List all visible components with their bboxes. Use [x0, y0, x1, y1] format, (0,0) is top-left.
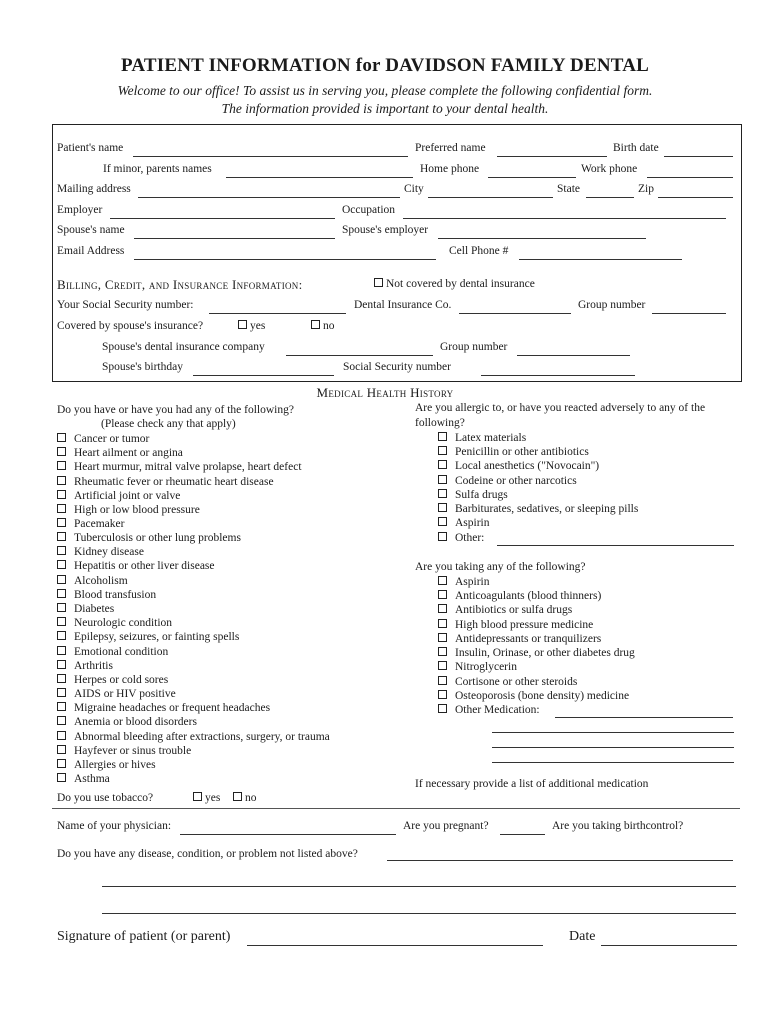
medication-checkbox[interactable] [438, 633, 447, 642]
not-covered-label: Not covered by dental insurance [386, 278, 535, 290]
medication-label: Osteoporosis (bone density) medicine [455, 690, 630, 702]
condition-item[interactable] [57, 688, 176, 700]
allergy-label: Codeine or other narcotics [455, 475, 577, 487]
tobacco-label: Do you use tobacco? [57, 792, 154, 804]
not-covered-checkbox[interactable] [374, 278, 383, 287]
medication-label: Antidepressants or tranquilizers [455, 633, 602, 645]
tobacco-no-label: no [245, 792, 257, 804]
allergy-label: Latex materials [455, 432, 527, 444]
mailing-address-field[interactable] [138, 197, 400, 198]
allergy-checkbox[interactable] [438, 475, 447, 484]
allergy-question-line-1: Are you allergic to, or have you reacted adversely to any of the [415, 402, 706, 414]
medication-checkbox[interactable] [438, 661, 447, 670]
dental-ins-label: Dental Insurance Co. [354, 299, 452, 311]
pregnant-label: Are you pregnant? [403, 820, 489, 832]
condition-item[interactable] [57, 603, 114, 615]
condition-checkbox[interactable] [57, 617, 66, 626]
medication-checkbox[interactable] [438, 704, 447, 713]
condition-checkbox[interactable] [57, 476, 66, 485]
condition-checkbox[interactable] [57, 660, 66, 669]
condition-label: Heart murmur, mitral valve prolapse, heart defect [74, 461, 302, 473]
allergy-item[interactable] [438, 517, 490, 529]
condition-label: Hepatitis or other liver disease [74, 560, 215, 572]
medication-checkbox[interactable] [438, 647, 447, 656]
medication-label: Other Medication: [455, 704, 540, 716]
parents-names-field[interactable] [226, 177, 413, 178]
spouses-name-label: Spouse's name [57, 224, 125, 236]
condition-checkbox[interactable] [57, 716, 66, 725]
condition-item[interactable] [57, 490, 180, 502]
allergy-checkbox[interactable] [438, 503, 447, 512]
preferred-name-label: Preferred name [415, 142, 486, 154]
condition-checkbox[interactable] [57, 759, 66, 768]
allergy-item[interactable] [438, 460, 599, 472]
condition-label: Rheumatic fever or rheumatic heart disease [74, 476, 274, 488]
allergy-item[interactable] [438, 475, 577, 487]
medication-label: High blood pressure medicine [455, 619, 594, 631]
medication-item[interactable] [438, 604, 572, 616]
condition-label: Tuberculosis or other lung problems [74, 532, 241, 544]
condition-checkbox[interactable] [57, 490, 66, 499]
condition-item[interactable] [57, 617, 172, 629]
birthcontrol-label: Are you taking birthcontrol? [552, 820, 684, 832]
condition-item[interactable] [57, 716, 197, 728]
covered-no-checkbox[interactable] [311, 320, 320, 329]
city-label: City [404, 183, 424, 195]
condition-checkbox[interactable] [57, 603, 66, 612]
zip-field[interactable] [658, 197, 733, 198]
condition-checkbox[interactable] [57, 589, 66, 598]
spouses-employer-label: Spouse's employer [342, 224, 429, 236]
spouse-group-label: Group number [440, 341, 508, 353]
group-number-field[interactable] [652, 313, 726, 314]
billing-heading: Billing, Credit, and Insurance Information: [57, 277, 303, 292]
condition-checkbox[interactable] [57, 546, 66, 555]
welcome-line-1: Welcome to our office! To assist us in serving you, please complete the following confidential form. [117, 83, 653, 98]
condition-checkbox[interactable] [57, 447, 66, 456]
medication-item[interactable] [438, 690, 629, 702]
condition-item[interactable] [57, 773, 110, 785]
allergy-label: Local anesthetics ("Novocain") [455, 460, 600, 472]
medication-label: Cortisone or other steroids [455, 676, 578, 688]
allergy-label: Barbiturates, sedatives, or sleeping pills [455, 503, 639, 515]
condition-label: Cancer or tumor [74, 433, 150, 445]
other-disease-field[interactable] [387, 860, 733, 861]
condition-checkbox[interactable] [57, 688, 66, 697]
condition-item[interactable] [57, 560, 215, 572]
occupation-field[interactable] [403, 218, 726, 219]
allergy-label: Aspirin [455, 517, 490, 529]
pregnant-field[interactable] [500, 834, 545, 835]
left-question: Do you have or have you had any of the following? [57, 404, 294, 416]
condition-label: Epilepsy, seizures, or fainting spells [74, 631, 240, 643]
medication-checkbox[interactable] [438, 690, 447, 699]
condition-item[interactable] [57, 433, 149, 445]
condition-label: Kidney disease [74, 546, 144, 558]
taking-question: Are you taking any of the following? [415, 561, 586, 573]
allergy-checkbox[interactable] [438, 432, 447, 441]
cell-phone-field[interactable] [519, 259, 682, 260]
medication-item[interactable] [438, 676, 577, 688]
medication-checkbox[interactable] [438, 576, 447, 585]
signature-label: Signature of patient (or parent) [57, 929, 231, 944]
condition-label: Neurologic condition [74, 617, 173, 629]
ssn-field[interactable] [209, 313, 346, 314]
condition-item[interactable] [57, 660, 113, 672]
condition-item[interactable] [57, 518, 124, 530]
condition-item[interactable] [57, 745, 191, 757]
signature-field[interactable] [247, 945, 543, 946]
medication-item[interactable] [438, 704, 540, 716]
spouse-ssn-field[interactable] [481, 375, 635, 376]
covered-yes-option[interactable] [238, 320, 265, 332]
condition-checkbox[interactable] [57, 461, 66, 470]
condition-label: Arthritis [74, 660, 113, 672]
condition-checkbox[interactable] [57, 631, 66, 640]
if-minor-label: If minor, parents names [103, 163, 212, 175]
condition-checkbox[interactable] [57, 646, 66, 655]
medication-label: Nitroglycerin [455, 661, 517, 673]
allergy-label: Penicillin or other antibiotics [455, 446, 589, 458]
birth-date-label: Birth date [613, 142, 659, 154]
allergy-item[interactable] [438, 446, 589, 458]
condition-checkbox[interactable] [57, 674, 66, 683]
spouse-company-label: Spouse's dental insurance company [102, 341, 265, 353]
condition-item[interactable] [57, 731, 330, 743]
condition-checkbox[interactable] [57, 731, 66, 740]
patients-name-field[interactable] [133, 156, 408, 157]
condition-label: Anemia or blood disorders [74, 716, 197, 728]
welcome-line-2: The information provided is important to your dental health. [221, 101, 549, 116]
other-medication-line-2[interactable] [492, 732, 734, 733]
allergy-checkbox[interactable] [438, 532, 447, 541]
allergy-item[interactable] [438, 503, 638, 515]
medication-checkbox[interactable] [438, 676, 447, 685]
condition-label: Hayfever or sinus trouble [74, 745, 192, 757]
condition-item[interactable] [57, 447, 183, 459]
condition-checkbox[interactable] [57, 745, 66, 754]
condition-label: Migraine headaches or frequent headaches [74, 702, 271, 714]
physician-label: Name of your physician: [57, 820, 172, 832]
allergy-checkbox[interactable] [438, 517, 447, 526]
cell-phone-label: Cell Phone # [449, 245, 509, 257]
spouse-ssn-label: Social Security number [343, 361, 451, 373]
medication-label: Insulin, Orinase, or other diabetes drug [455, 647, 635, 659]
other-medication-field[interactable] [555, 717, 733, 718]
medication-label: Antibiotics or sulfa drugs [455, 604, 573, 616]
left-note: (Please check any that apply) [101, 418, 236, 430]
spouse-birthday-label: Spouse's birthday [102, 361, 183, 373]
home-phone-field[interactable] [488, 177, 576, 178]
allergy-label: Sulfa drugs [455, 489, 508, 501]
ssn-label: Your Social Security number: [57, 299, 194, 311]
tobacco-no-option[interactable] [233, 792, 257, 804]
other-disease-label: Do you have any disease, condition, or problem not listed above? [57, 848, 358, 860]
condition-checkbox[interactable] [57, 433, 66, 442]
condition-item[interactable] [57, 702, 270, 714]
zip-label: Zip [638, 183, 654, 195]
spouse-birthday-field[interactable] [193, 375, 334, 376]
condition-label: High or low blood pressure [74, 504, 200, 516]
allergy-checkbox[interactable] [438, 446, 447, 455]
condition-checkbox[interactable] [57, 560, 66, 569]
birth-date-field[interactable] [664, 156, 733, 157]
allergy-checkbox[interactable] [438, 489, 447, 498]
medical-heading: Medical Health History [316, 385, 454, 400]
condition-item[interactable] [57, 532, 241, 544]
condition-label: Blood transfusion [74, 589, 157, 601]
allergy-item[interactable] [438, 532, 484, 544]
employer-field[interactable] [110, 218, 335, 219]
mailing-address-label: Mailing address [57, 183, 131, 195]
allergy-item[interactable] [438, 489, 508, 501]
additional-medication-label: If necessary provide a list of additional medication [415, 778, 649, 790]
medication-checkbox[interactable] [438, 604, 447, 613]
allergy-item[interactable] [438, 432, 526, 444]
home-phone-label: Home phone [420, 163, 480, 175]
condition-item[interactable] [57, 674, 168, 686]
medication-checkbox[interactable] [438, 619, 447, 628]
tobacco-yes-checkbox[interactable] [193, 792, 202, 801]
tobacco-no-checkbox[interactable] [233, 792, 242, 801]
condition-label: Emotional condition [74, 646, 169, 658]
other-medication-line-4[interactable] [492, 762, 734, 763]
medication-item[interactable] [438, 661, 517, 673]
email-field[interactable] [134, 259, 436, 260]
covered-no-option[interactable] [311, 320, 335, 332]
form-title: PATIENT INFORMATION for DAVIDSON FAMILY DENTAL [120, 55, 650, 76]
spouses-employer-field[interactable] [438, 238, 646, 239]
state-label: State [557, 183, 580, 195]
medication-item[interactable] [438, 647, 635, 659]
medication-label: Anticoagulants (blood thinners) [455, 590, 602, 602]
condition-checkbox[interactable] [57, 702, 66, 711]
work-phone-label: Work phone [581, 163, 638, 175]
preferred-name-field[interactable] [497, 156, 607, 157]
other-disease-line-2[interactable] [102, 886, 736, 887]
other-medication-line-3[interactable] [492, 747, 734, 748]
tobacco-yes-label: yes [205, 792, 221, 804]
condition-item[interactable] [57, 759, 156, 771]
condition-item[interactable] [57, 631, 239, 643]
medication-item[interactable] [438, 590, 601, 602]
allergy-other-field[interactable] [497, 545, 734, 546]
spouses-name-field[interactable] [134, 238, 335, 239]
condition-item[interactable] [57, 546, 144, 558]
group-number-label: Group number [578, 299, 646, 311]
occupation-label: Occupation [342, 204, 396, 216]
state-field[interactable] [586, 197, 634, 198]
covered-spouse-label: Covered by spouse's insurance? [57, 320, 204, 332]
not-covered-option[interactable] [374, 278, 535, 290]
tobacco-yes-option[interactable] [193, 792, 220, 804]
spouse-company-field[interactable] [286, 355, 433, 356]
physician-field[interactable] [180, 834, 396, 835]
date-label: Date [569, 929, 596, 944]
covered-yes-label: yes [250, 320, 266, 332]
work-phone-field[interactable] [647, 177, 733, 178]
covered-no-label: no [323, 320, 335, 332]
covered-yes-checkbox[interactable] [238, 320, 247, 329]
condition-label: Artificial joint or valve [74, 490, 181, 502]
allergy-label: Other: [455, 532, 485, 544]
condition-label: Pacemaker [74, 518, 125, 530]
spouse-group-field[interactable] [517, 355, 630, 356]
dental-ins-field[interactable] [459, 313, 571, 314]
allergy-checkbox[interactable] [438, 460, 447, 469]
medication-checkbox[interactable] [438, 590, 447, 599]
email-label: Email Address [57, 245, 125, 257]
condition-label: Diabetes [74, 603, 115, 615]
condition-item[interactable] [57, 504, 200, 516]
condition-label: Asthma [74, 773, 110, 785]
condition-checkbox[interactable] [57, 773, 66, 782]
condition-item[interactable] [57, 476, 274, 488]
condition-label: AIDS or HIV positive [74, 688, 176, 700]
section-divider [52, 808, 740, 809]
condition-label: Abnormal bleeding after extractions, surgery, or trauma [74, 731, 330, 743]
condition-checkbox[interactable] [57, 518, 66, 527]
condition-label: Herpes or cold sores [74, 674, 169, 686]
condition-label: Allergies or hives [74, 759, 156, 771]
medication-label: Aspirin [455, 576, 490, 588]
condition-item[interactable] [57, 461, 302, 473]
allergy-question-line-2: following? [415, 417, 465, 429]
condition-item[interactable] [57, 575, 128, 587]
condition-checkbox[interactable] [57, 504, 66, 513]
other-disease-line-3[interactable] [102, 913, 736, 914]
condition-label: Alcoholism [74, 575, 128, 587]
condition-label: Heart ailment or angina [74, 447, 183, 459]
date-field[interactable] [601, 945, 737, 946]
patients-name-label: Patient's name [57, 142, 124, 154]
condition-item[interactable] [57, 646, 168, 658]
condition-item[interactable] [57, 589, 156, 601]
condition-checkbox[interactable] [57, 575, 66, 584]
medication-item[interactable] [438, 633, 601, 645]
city-field[interactable] [428, 197, 553, 198]
medication-item[interactable] [438, 619, 593, 631]
medication-item[interactable] [438, 576, 490, 588]
employer-label: Employer [57, 204, 103, 216]
condition-checkbox[interactable] [57, 532, 66, 541]
